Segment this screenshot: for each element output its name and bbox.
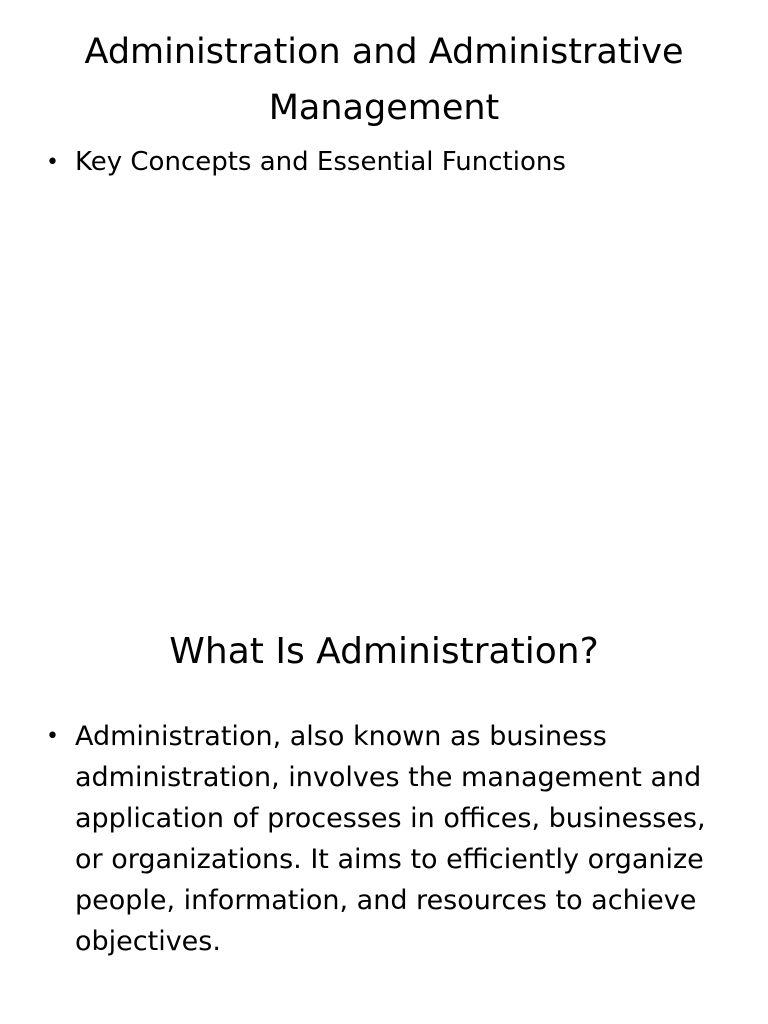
slide-title: What Is Administration? xyxy=(169,631,599,672)
bullet-icon: • xyxy=(46,724,59,749)
bullet-list xyxy=(40,142,730,183)
slide-2 xyxy=(0,576,768,1024)
slide-title: Administration and Administrative Management xyxy=(84,32,684,128)
bullet-item xyxy=(40,142,730,183)
bullet-text: Key Concepts and Essential Functions xyxy=(75,147,566,177)
bullet-icon: • xyxy=(46,150,59,175)
bullet-text: Administration, also known as business administration, involves the management and application of processes in offices, businesses, or organizations. It aims to efficiently organize people, information, and resources to achieve objectives. xyxy=(75,721,706,957)
bullet-item xyxy=(40,716,730,962)
bullet-list xyxy=(40,716,730,962)
